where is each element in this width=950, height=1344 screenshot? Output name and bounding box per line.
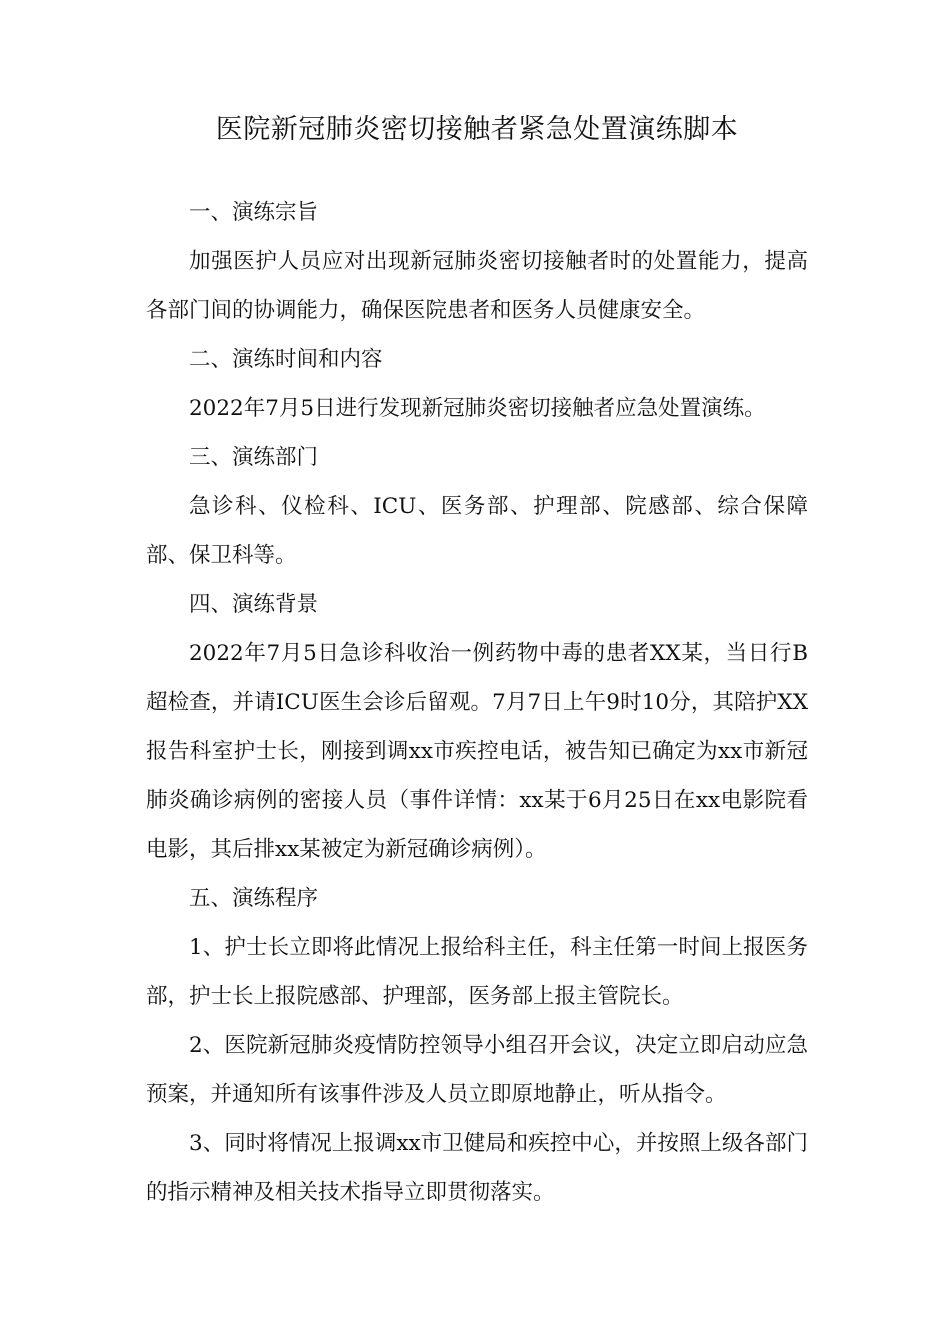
section-heading: 四、演练背景 xyxy=(189,592,319,617)
section-background xyxy=(146,580,808,874)
paragraph: 2022年7月5日急诊科收治一例药物中毒的患者XX某，当日行B超检查，并请ICU医生会诊后留观。7月7日上午9时10分，其陪护XX报告科室护士长，刚接到调xx市疾控电话，被告知已确定为xx市新冠肺炎确诊病例的密接人员（事件详情：xx某于6月25日在xx电影院看电影，其后排xx某被定为新冠确诊病例）。 xyxy=(146,641,808,862)
section-departments xyxy=(146,433,808,580)
paragraph: 3、同时将情况上报调xx市卫健局和疾控中心，并按照上级各部门的指示精神及相关技术指导立即贯彻落实。 xyxy=(146,1131,808,1205)
paragraph: 2022年7月5日进行发现新冠肺炎密切接触者应急处置演练。 xyxy=(189,396,766,421)
paragraph: 加强医护人员应对出现新冠肺炎密切接触者时的处置能力，提高各部门间的协调能力，确保医院患者和医务人员健康安全。 xyxy=(146,249,808,323)
paragraph: 1、护士长立即将此情况上报给科主任，科主任第一时间上报医务部，护士长上报院感部、护理部，医务部上报主管院长。 xyxy=(146,935,808,1009)
section-purpose xyxy=(146,188,808,335)
section-heading: 二、演练时间和内容 xyxy=(189,347,383,372)
section-heading: 一、演练宗旨 xyxy=(189,200,319,225)
section-heading: 五、演练程序 xyxy=(189,886,319,911)
paragraph: 2、医院新冠肺炎疫情防控领导小组召开会议，决定立即启动应急预案，并通知所有该事件涉及人员立即原地静止，听从指令。 xyxy=(146,1033,808,1107)
section-time-content xyxy=(146,335,808,433)
section-procedure xyxy=(146,874,808,1217)
paragraph: 急诊科、仪检科、ICU、医务部、护理部、院感部、综合保障部、保卫科等。 xyxy=(146,494,808,568)
section-heading: 三、演练部门 xyxy=(189,445,319,470)
document-title: 医院新冠肺炎密切接触者紧急处置演练脚本 xyxy=(215,114,739,145)
